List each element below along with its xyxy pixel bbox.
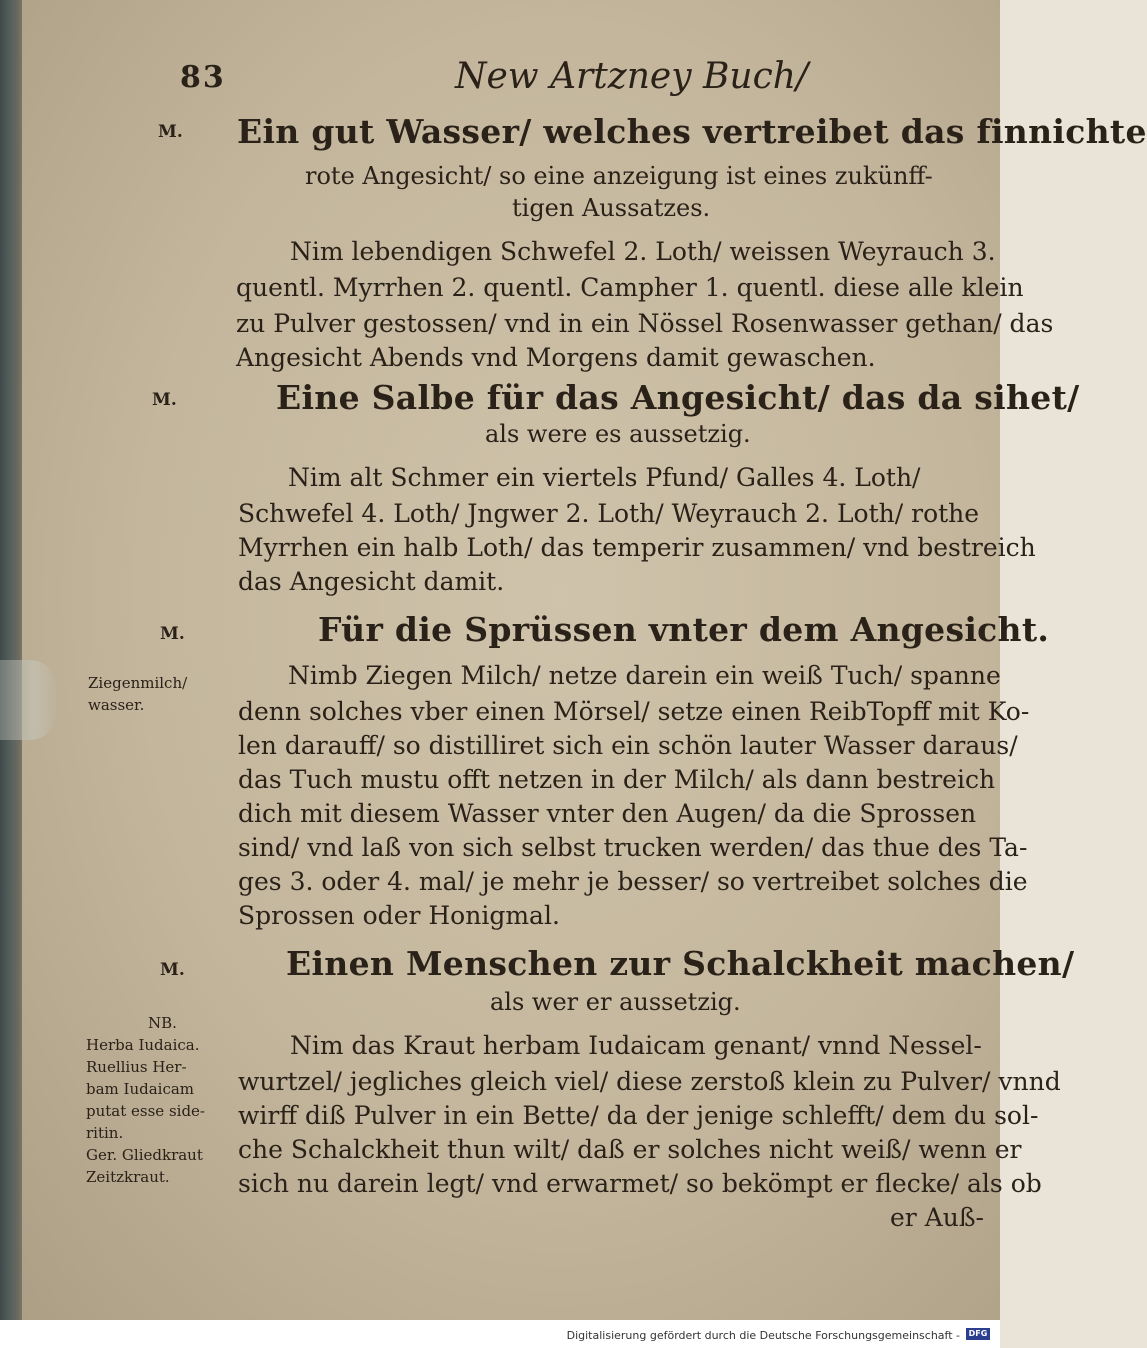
- body-line: Myrrhen ein halb Loth/ das temperir zusammen/ vnd bestreich: [238, 533, 1036, 562]
- dfg-logo: DFG: [966, 1328, 990, 1340]
- body-line: Angesicht Abends vnd Morgens damit gewaschen.: [236, 343, 876, 372]
- section-subtitle: als were es aussetzig.: [485, 420, 751, 448]
- margin-note-line: Herba Iudaica.: [86, 1036, 200, 1054]
- body-line: das Tuch mustu offt netzen in der Milch/ als dann bestreich: [238, 765, 996, 794]
- margin-note-line: Ger. Gliedkraut: [86, 1146, 203, 1164]
- section-title: Für die Sprüssen vnter dem Angesicht.: [318, 610, 1050, 649]
- margin-note: [88, 672, 238, 716]
- body-line: denn solches vber einen Mörsel/ setze einen ReibTopff mit Ko-: [238, 697, 1030, 726]
- body-line: Sprossen oder Honigmal.: [238, 901, 560, 930]
- body-line: Nim alt Schmer ein viertels Pfund/ Galles 4. Loth/: [288, 463, 921, 492]
- section-subtitle: rote Angesicht/ so eine anzeigung ist eines zukünff-: [305, 162, 933, 190]
- running-head: New Artzney Buch/: [455, 56, 809, 97]
- section-title: Einen Menschen zur Schalckheit machen/: [286, 944, 1075, 983]
- margin-note-line: Ziegenmilch/: [88, 674, 188, 692]
- section-subtitle: als wer er aussetzig.: [490, 988, 741, 1016]
- margin-note-line: NB.: [148, 1014, 177, 1032]
- margin-note-line: bam Iudaicam: [86, 1080, 195, 1098]
- body-line: len darauff/ so distilliret sich ein schön lauter Wasser daraus/: [238, 731, 1018, 760]
- page-number: 83: [180, 60, 226, 95]
- margin-note-line: Ruellius Her-: [86, 1058, 187, 1076]
- margin-marker: M.: [158, 122, 183, 142]
- body-line: zu Pulver gestossen/ vnd in ein Nössel Rosenwasser gethan/ das: [236, 309, 1054, 338]
- body-line: dich mit diesem Wasser vnter den Augen/ da die Sprossen: [238, 799, 977, 828]
- margin-note: [86, 1012, 236, 1188]
- body-line: sich nu darein legt/ vnd erwarmet/ so bekömpt er flecke/ als ob: [238, 1169, 1042, 1198]
- body-line: Nim das Kraut herbam Iudaicam genant/ vnnd Nessel-: [290, 1031, 982, 1060]
- margin-note-line: Zeitzkraut.: [86, 1168, 170, 1186]
- body-line: Nim lebendigen Schwefel 2. Loth/ weissen Weyrauch 3.: [290, 237, 996, 266]
- margin-note-line: putat esse side-: [86, 1102, 205, 1120]
- body-line: ges 3. oder 4. mal/ je mehr je besser/ so vertreibet solches die: [238, 867, 1028, 896]
- body-line: Nimb Ziegen Milch/ netze darein ein weiß Tuch/ spanne: [288, 661, 1001, 690]
- margin-marker: M.: [160, 960, 185, 980]
- section-title: Ein gut Wasser/ welches vertreibet das finnichte: [237, 112, 1147, 151]
- body-line: quentl. Myrrhen 2. quentl. Campher 1. quentl. diese alle klein: [236, 273, 1024, 302]
- margin-marker: M.: [160, 624, 185, 644]
- footer-bar: [0, 1320, 1000, 1348]
- body-line: che Schalckheit thun wilt/ daß er solches nicht weiß/ wenn er: [238, 1135, 1022, 1164]
- body-line: Schwefel 4. Loth/ Jngwer 2. Loth/ Weyrauch 2. Loth/ rothe: [238, 499, 980, 528]
- section-subtitle: tigen Aussatzes.: [512, 194, 711, 222]
- section-title: Eine Salbe für das Angesicht/ das da sihet/: [276, 378, 1080, 417]
- catchword: er Auß-: [890, 1203, 984, 1232]
- margin-note-line: wasser.: [88, 696, 145, 714]
- body-line: wirff diß Pulver in ein Bette/ da der jenige schlefft/ dem du sol-: [238, 1101, 1039, 1130]
- footer-credit: Digitalisierung gefördert durch die Deutsche Forschungsgemeinschaft -: [566, 1329, 960, 1342]
- body-line: das Angesicht damit.: [238, 567, 505, 596]
- body-line: wurtzel/ jegliches gleich viel/ diese zerstoß klein zu Pulver/ vnnd: [238, 1067, 1061, 1096]
- body-line: sind/ vnd laß von sich selbst trucken werden/ das thue des Ta-: [238, 833, 1028, 862]
- margin-marker: M.: [152, 390, 177, 410]
- margin-note-line: ritin.: [86, 1124, 124, 1142]
- page-clip: [0, 660, 56, 740]
